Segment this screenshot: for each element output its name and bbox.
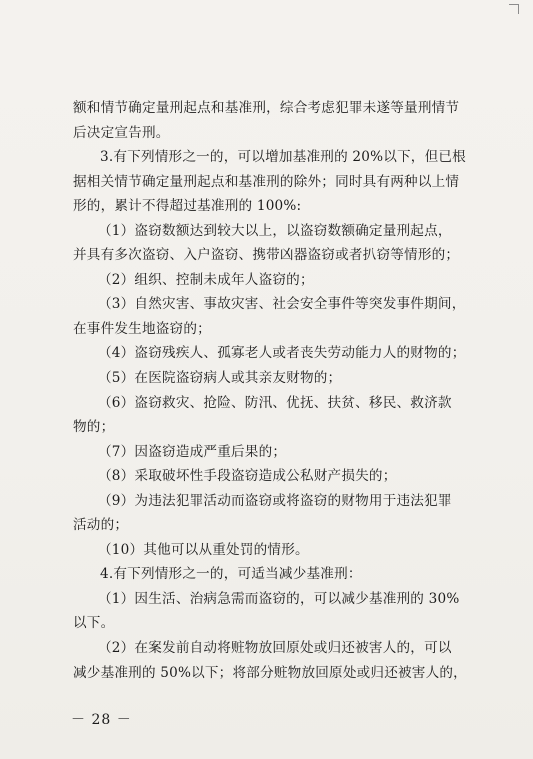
text-line: 后决定宣告刑。 — [73, 124, 170, 141]
text-line: （4）盗窃残疾人、孤寡老人或者丧失劳动能力人的财物的； — [98, 345, 466, 362]
text-line: 3.有下列情形之一的，可以增加基准刑的 20%以下，但已根 — [100, 149, 466, 166]
text-line: （8）采取破坏性手段盗窃造成公私财产损失的； — [98, 468, 397, 485]
text-line: （9）为违法犯罪活动而盗窃或将盗窃的财物用于违法犯罪 — [98, 492, 452, 509]
text-line: 额和情节确定量刑起点和基准刑，综合考虑犯罪未遂等量刑情节 — [73, 100, 460, 116]
text-line: （2）组织、控制未成年人盗窃的； — [98, 271, 314, 288]
text-line: （6）盗窃救灾、抢险、防汛、优抚、扶贫、移民、救济款 — [98, 394, 452, 411]
body-text — [73, 96, 478, 685]
page-number: － 28 － — [71, 712, 132, 728]
text-line: （2）在案发前自动将赃物放回原处或归还被害人的，可以 — [98, 640, 452, 657]
corner-mark — [509, 4, 519, 14]
text-line: 以下。 — [73, 615, 115, 632]
text-line: 并具有多次盗窃、入户盗窃、携带凶器盗窃或者扒窃等情形的； — [73, 247, 460, 264]
text-line: （10）其他可以从重处罚的情形。 — [98, 541, 309, 558]
text-line: 4.有下列情形之一的，可适当减少基准刑： — [100, 566, 362, 583]
text-line: （3）自然灾害、事故灾害、社会安全事件等突发事件期间， — [98, 296, 466, 313]
text-line: 据相关情节确定量刑起点和基准刑的除外；同时具有两种以上情 — [73, 173, 460, 190]
text-line: （1）盗窃数额达到较大以上，以盗窃数额确定量刑起点， — [98, 222, 452, 239]
text-line: 物的； — [73, 419, 115, 436]
text-line: （1）因生活、治病急需而盗窃的，可以减少基准刑的 30% — [98, 590, 460, 607]
text-line: 活动的； — [73, 517, 129, 534]
text-line: （7）因盗窃造成严重后果的； — [98, 443, 287, 460]
text-line: （5）在医院盗窃病人或其亲友财物的； — [98, 370, 342, 387]
text-line: 在事件发生地盗窃的； — [73, 320, 211, 337]
text-line: 形的，累计不得超过基准刑的 100%: — [73, 198, 302, 215]
text-line: 减少基准刑的 50%以下；将部分赃物放回原处或归还被害人的， — [73, 664, 467, 681]
